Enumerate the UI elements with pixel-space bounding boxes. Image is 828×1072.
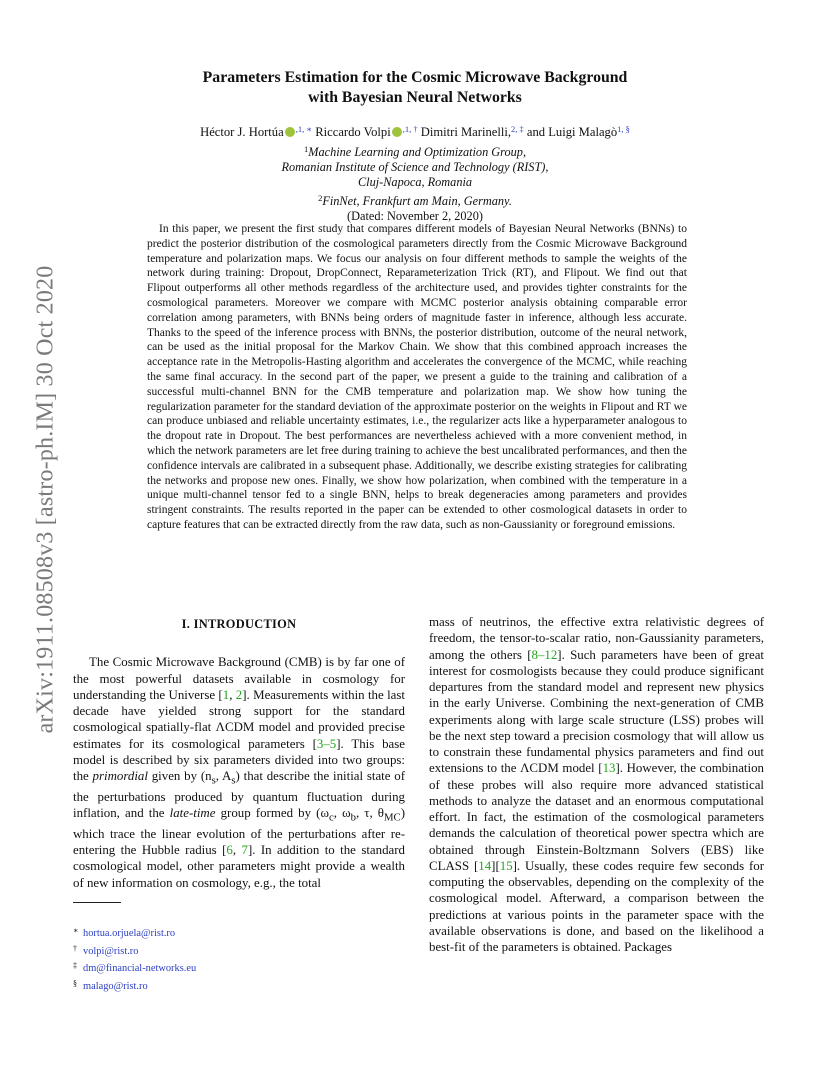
footnote-item [73,977,373,995]
math-subscript: s [231,774,236,787]
affiliations [150,142,680,224]
affiliation-number: 1 [303,144,309,154]
footnotes [73,924,373,994]
body-text: ]. This base model is described by six parameters divided into two groups: the [73,736,405,783]
emphasis-text: late-time [169,806,216,821]
body-text: ) which trace the linear evolution of the perturbations after re-entering the Hubble radius [ [73,806,406,858]
abstract: In this paper, we present the first study that compares different models of Bayesian Neural Networks (BNNs) to predict the posterior distribution of the cosmological parameters directly from the Cosmic Microwave Background temperature and polarization maps. We focus our analysis on four different methods to sample the weights of the network during training: Dropout, DropConnect, Reparameterization Trick (RT), and Flipout. We find out that Flipout outperforms all other methods regardless of the architecture used, and provides tighter constraints for the cosmological parameters. Moreover we compare with MCMC posterior analysis obtaining comparable error correlation among parameters, with BNNs being orders of magnitude faster in inference, although less accurate. Thanks to the speed of the inference process with BNNs, the posterior distribution, outcome of the neural network, can be used as the initial proposal for the Markov Chain. We show that this combined approach increases the acceptance rate in the Metropolis-Hasting algorithm and accelerates the convergence of the MCMC, while reaching the same final accuracy. In the second part of the paper, we present a guide to the training and calibration of a successful multi-channel BNN for the CMB temperature and polarization map. We show how tuning the regularization parameter for the standard deviation of the approximate posterior on the weights in Flipout and RT we can produce unbiased and reliable uncertainty estimates, i.e., the regularizer acts like a hyperparameter analogous to the dropout rate in Dropout. The best performances are nevertheless achieved with a more convenient method, in which the network parameters are let free during training to achieve the best uncalibrated performances, and then the confidence intervals are calibrated in a subsequent phase. Additionally, we describe existing strategies for calibrating the networks and propose new ones. Finally, we show how polarization, when combined with the temperature in a unique multi-channel tensor fed to a single BNN, helps to break degeneracies among parameters and provides stringent constraints. The results reported in the paper can be extended to other cosmological datasets in order to capture features that can be extracted directly from the raw data, such as non-Gaussianity or foreground emissions. [147,223,687,531]
author-affiliation-mark[interactable]: 2, ‡ [511,124,524,134]
body-text: ]. Such parameters have been of great interest for cosmologists because they could produce significant departures from the standard model and represent new physics in the early Universe. Combining the next-generation of CMB experiments along with large scale structure (LSS) probes will be the next step toward a precision cosmology that will allow us to constrain these fundamental physics parameters and find out extensions to the ΛCDM model [ [429,647,765,776]
body-text: , [229,687,236,702]
body-text: ]. Measurements within the last decade have yielded strong support for the standard cosmological spatially-flat ΛCDM model and provided precise estimates for its cosmological parameters [ [73,687,405,751]
title-line-1: Parameters Estimation for the Cosmic Microwave Background [202,69,628,86]
orcid-icon[interactable] [392,127,402,137]
body-text: , ω [333,806,351,821]
body-text: , τ, θ [355,806,384,821]
email-link[interactable]: malago@rist.ro [83,980,148,992]
citation-link[interactable]: 15 [499,858,513,873]
body-text: ]. Usually, these codes require few seconds for computing the observables, depending on the complexity of the cosmological model. Afterward, a comparison between the predictions at various points in the parameter space with the available observations is done, and based on the likelihood a best-fit of the parameters is obtained. Packages [429,858,765,954]
arxiv-identifier-stamp [26,264,66,734]
math-subscript: MC [383,811,401,824]
author-list [100,121,730,140]
section-heading: I. INTRODUCTION [181,617,297,631]
citation-link[interactable]: 7 [241,843,248,858]
body-text: The Cosmic Microwave Background (CMB) is by far one of the most powerful datasets available in cosmology for understanding the Universe [ [73,655,405,702]
right-column [429,614,764,955]
author-affiliation-mark[interactable]: ,1, ∗ [295,124,313,134]
paper-title [120,68,710,108]
body-text: ]. However, the combination of these probes will also require more advanced statistical methods to analyze the dataset and an enormous computational effort. In fact, the estimation of the cosmological parameters demands the calculation of theoretical power spectra which are obtained through Einstein-Boltzmann Solvers (EBS) like CLASS [ [429,761,764,873]
footnote-divider [73,902,121,903]
author-separator: and [523,125,549,139]
citation-link[interactable]: 3–5 [316,736,337,751]
body-text: ][ [491,858,500,873]
author-name: Dimitri Marinelli, [420,125,511,139]
footnote-mark: ∗ [73,926,79,935]
affiliation-number: 2 [318,192,323,203]
citation-link[interactable]: 14 [478,858,492,873]
author-affiliation-mark[interactable]: ,1, † [402,124,418,134]
footnote-item [73,924,373,942]
body-text: , [232,843,242,858]
footnote-mark: § [73,978,77,988]
title-line-2: with Bayesian Neural Networks [308,89,522,106]
citation-link[interactable]: 8–12 [531,647,558,662]
author-name: Luigi Malagò [548,125,618,139]
citation-link[interactable]: 13 [602,761,616,776]
intro-paragraph [429,614,764,955]
emphasis-text: primordial [92,769,148,783]
math-subscript: s [211,774,216,787]
intro-paragraph [73,654,405,891]
footnote-item [73,942,373,960]
affiliation-line: Romanian Institute of Science and Technology (RIST), [281,160,549,175]
body-text: given by (n [147,769,212,783]
citation-link[interactable]: 6 [226,843,233,858]
body-text: , A [215,769,232,783]
affiliation-line: Cluj-Napoca, Romania [357,175,473,190]
email-link[interactable]: volpi@rist.ro [83,945,139,957]
author-name: Héctor J. Hortúa [200,125,284,139]
body-text: ) that describe the initial state of the perturbations produced by quantum fluctuation during inflation, and the [73,769,405,821]
math-subscript: b [350,811,356,824]
orcid-icon[interactable] [285,127,295,137]
affiliation-line: FinNet, Frankfurt am Main, Germany. [322,193,512,208]
footnote-item [73,959,373,977]
email-link[interactable]: hortua.orjuela@rist.ro [83,928,176,939]
body-text: ]. In addition to the standard cosmological model, other parameters might provide a wealth of new information on cosmology, e.g., the total [73,843,405,890]
arxiv-stamp-text: arXiv:1911.08508v3 [astro-ph.IM] 30 Oct 2020 [32,265,59,733]
citation-link[interactable]: 2 [235,687,243,702]
email-link[interactable]: dm@financial-networks.eu [83,963,197,974]
footnote-mark: † [73,943,77,953]
math-subscript: c [328,811,334,824]
body-text: mass of neutrinos, the effective extra relativistic degrees of freedom, the tensor-to-scalar ratio, non-Gaussianity parameters, among the others [ [429,615,764,662]
date-line: (Dated: November 2, 2020) [347,208,483,223]
affiliation-line: Machine Learning and Optimization Group, [308,145,527,159]
author-name: Riccardo Volpi [315,125,391,139]
author-affiliation-mark[interactable]: 1, § [617,124,630,134]
left-column [73,614,405,891]
body-text: group formed by (ω [215,806,329,821]
footnote-mark: ‡ [73,961,77,970]
citation-link[interactable]: 1 [222,687,230,702]
